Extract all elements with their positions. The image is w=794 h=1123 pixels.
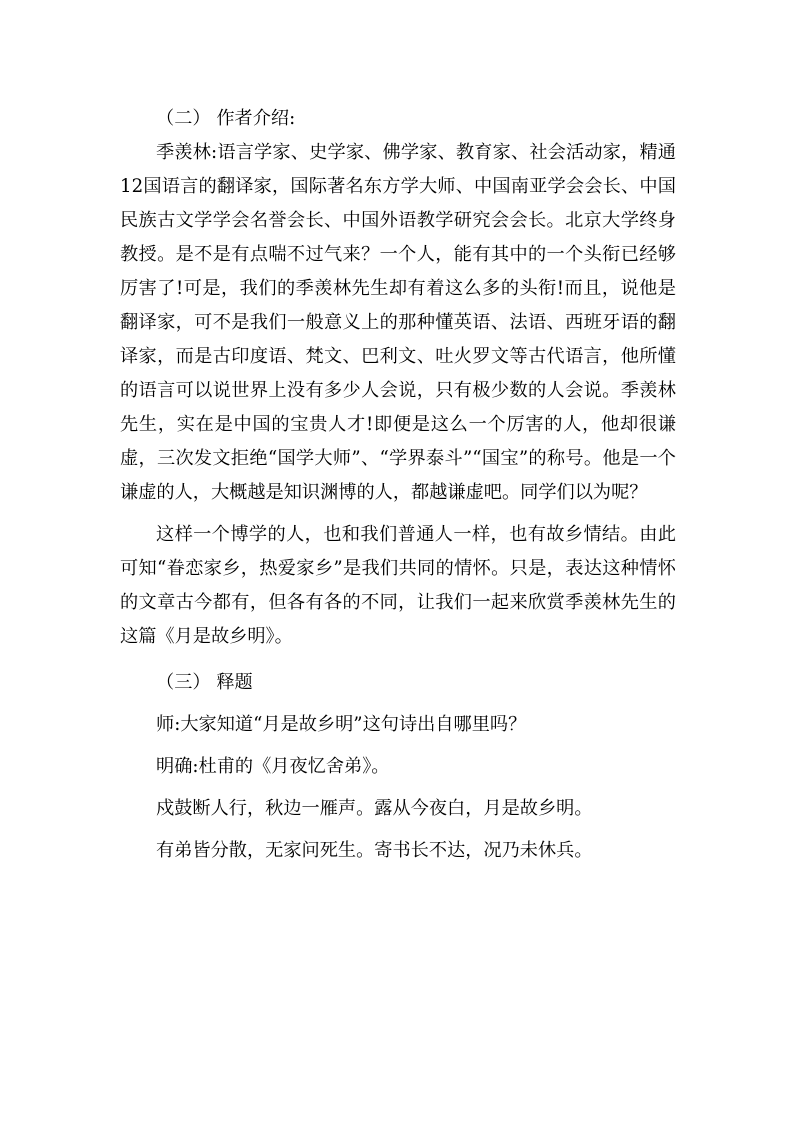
teacher-question-line: 师:大家知道“月是故乡明”这句诗出自哪里吗？ <box>156 714 527 735</box>
poem-line-1: 戍鼓断人行，秋边一雁声。露从今夜白，月是故乡明。 <box>156 798 593 819</box>
document-body <box>120 102 676 868</box>
section-heading-title-explanation: （三） 释题 <box>156 672 253 693</box>
paragraph-author-bio: 季羡林:语言学家、史学家、佛学家、教育家、社会活动家，精通12国语言的翻译家，国际著名东方学大师、中国南亚学会会长、中国民族古文学学会名誉会长、中国外语教学研究会会长。北京大学终身教授。是不是有点喘不过气来？一个人，能有其中的一个头衔已经够厉害了!可是，我们的季羡林先生却有着这么多的头衔!而且，说他是翻译家，可不是我们一般意义上的那种懂英语、法语、西班牙语的翻译家，而是古印度语、梵文、巴利文、吐火罗文等古代语言，他所懂的语言可以说世界上没有多少人会说，只有极少数的人会说。季羡林先生，实在是中国的宝贵人才!即便是这么一个厉害的人，他却很谦虚，三次发文拒绝“国学大师”、“学界泰斗”“国宝”的称号。他是一个谦虚的人，大概越是知识渊博的人，都越谦虚吧。同学们以为呢？ <box>120 142 676 503</box>
paragraph-hometown-sentiment: 这样一个博学的人，也和我们普通人一样，也有故乡情结。由此可知“眷恋家乡，热爱家乡”是我们共同的情怀。只是，表达这种情怀的文章古今都有，但各有各的不同，让我们一起来欣赏季羡林先生的这篇《月是故乡明》。 <box>120 524 676 647</box>
answer-line: 明确:杜甫的《月夜忆舍弟》。 <box>156 756 390 777</box>
poem-line-2: 有弟皆分散，无家问死生。寄书长不达，况乃未休兵。 <box>156 840 593 861</box>
section-heading-author-intro: （二） 作者介绍: <box>156 108 296 129</box>
